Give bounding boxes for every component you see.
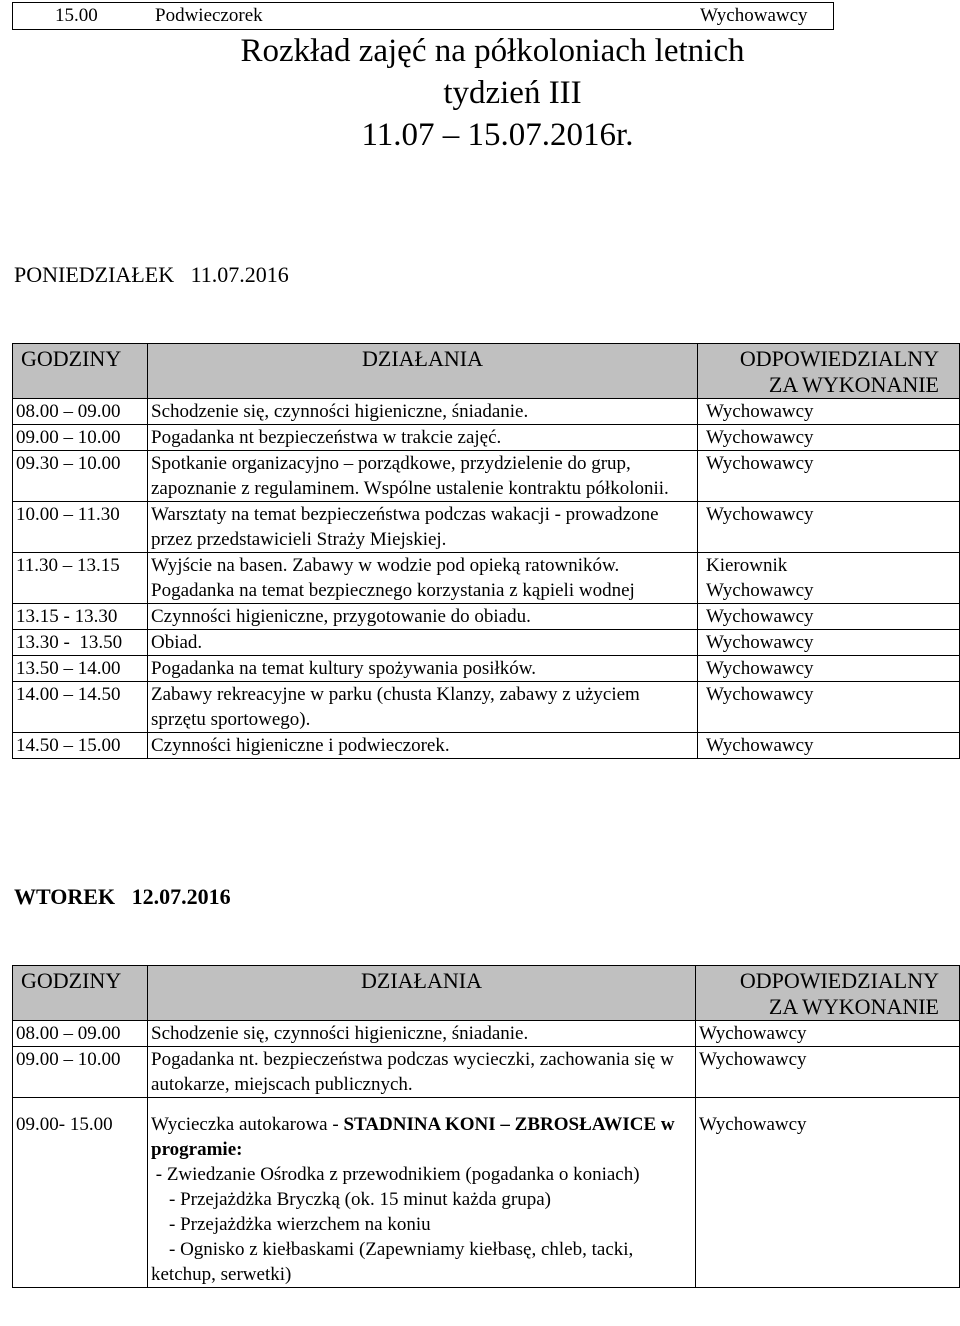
row-time: 10.00 – 11.30 [13, 502, 148, 553]
header-activity: DZIAŁANIA [148, 344, 698, 399]
table-row [13, 425, 960, 451]
row-activity: Czynności higieniczne i podwieczorek. [148, 733, 698, 759]
row-time: 13.15 - 13.30 [13, 604, 148, 630]
table-header-row [13, 966, 960, 1021]
document-title [0, 30, 960, 156]
table-row [13, 451, 960, 502]
row-time: 09.30 – 10.00 [13, 451, 148, 502]
responsible-kierownik: Kierownik [706, 555, 788, 576]
row-time: 14.50 – 15.00 [13, 733, 148, 759]
row-time: 09.00 – 10.00 [13, 1047, 148, 1098]
table-row [13, 656, 960, 682]
row-responsible: Wychowawcy [698, 656, 960, 682]
table-row [13, 553, 960, 604]
row-time: 09.00- 15.00 [13, 1098, 148, 1288]
tuesday-heading: WTOREK 12.07.2016 [14, 884, 231, 909]
row-activity: Pogadanka nt bezpieczeństwa w trakcie zajęć. [148, 425, 698, 451]
row-activity: Pogadanka nt. bezpieczeństwa podczas wycieczki, zachowania się w autokarze, miejscach publicznych. [148, 1047, 696, 1098]
row-time: 09.00 – 10.00 [13, 425, 148, 451]
row-time: 08.00 – 09.00 [13, 1021, 148, 1047]
previous-page-row [12, 2, 834, 30]
header-activity: DZIAŁANIA [148, 966, 696, 1021]
row-responsible: Wychowawcy [698, 399, 960, 425]
row-time: 13.30 - 13.50 [13, 630, 148, 656]
trip-destination: STADNINA KONI – ZBROSŁAWICE w programie: [151, 1114, 675, 1160]
row-responsible: Wychowawcy [696, 1098, 960, 1288]
monday-heading: PONIEDZIAŁEK 11.07.2016 [14, 262, 289, 287]
row-responsible: Wychowawcy [698, 451, 960, 502]
header-responsible-line2: ZA WYKONANIE [768, 372, 939, 397]
row-activity: Podwieczorek [155, 5, 263, 26]
table-row [13, 733, 960, 759]
row-activity: Pogadanka na temat kultury spożywania posiłków. [148, 656, 698, 682]
row-time: 15.00 [55, 5, 98, 26]
tuesday-schedule-table [12, 965, 960, 1288]
header-responsible-line1: ODPOWIEDZIALNY [739, 346, 939, 371]
title-line-3: 11.07 – 15.07.2016r. [361, 117, 634, 153]
table-row [13, 1098, 960, 1288]
row-activity: Obiad. [148, 630, 698, 656]
row-activity: Czynności higieniczne, przygotowanie do obiadu. [148, 604, 698, 630]
table-row [13, 1047, 960, 1098]
row-responsible: Wychowawcy [696, 1021, 960, 1047]
header-responsible [698, 344, 960, 399]
row-responsible: Wychowawcy [698, 425, 960, 451]
row-activity: Zabawy rekreacyjne w parku (chusta Klanzy, zabawy z użyciem sprzętu sportowego). [148, 682, 698, 733]
program-item: - Przejażdżka wierzchem na koniu [169, 1214, 431, 1235]
title-line-2: tydzień III [443, 75, 582, 111]
program-item: - Przejażdżka Bryczką (ok. 15 minut każda grupa) [169, 1189, 551, 1210]
row-time: 14.00 – 14.50 [13, 682, 148, 733]
trip-description: Wycieczka autokarowa - [151, 1114, 344, 1135]
row-responsible: Wychowawcy [698, 630, 960, 656]
row-activity: Wyjście na basen. Zabawy w wodzie pod opieką ratowników. Pogadanka na temat bezpiecznego korzystania z kąpieli wodnej [148, 553, 698, 604]
row-time: 08.00 – 09.00 [13, 399, 148, 425]
table-row [13, 630, 960, 656]
row-responsible: Wychowawcy [698, 502, 960, 553]
table-row [13, 604, 960, 630]
title-line-1: Rozkład zajęć na półkoloniach letnich [240, 33, 745, 69]
row-activity: Schodzenie się, czynności higieniczne, śniadanie. [148, 399, 698, 425]
table-row [13, 502, 960, 553]
table-header-row [13, 344, 960, 399]
row-time: 13.50 – 14.00 [13, 656, 148, 682]
header-responsible-line2: ZA WYKONANIE [768, 994, 939, 1019]
row-responsible: Wychowawcy [698, 733, 960, 759]
program-item: - Zwiedzanie Ośrodka z przewodnikiem (pogadanka o koniach) [151, 1164, 640, 1185]
header-time: GODZINY [13, 344, 148, 399]
header-responsible [696, 966, 960, 1021]
row-activity: Spotkanie organizacyjno – porządkowe, przydzielenie do grup, zapoznanie z regulaminem. Wspólne ustalenie kontraktu półkolonii. [148, 451, 698, 502]
row-responsible: Wychowawcy [696, 1047, 960, 1098]
header-responsible-line1: ODPOWIEDZIALNY [739, 968, 939, 993]
table-row [13, 1021, 960, 1047]
row-activity: Schodzenie się, czynności higieniczne, śniadanie. [148, 1021, 696, 1047]
responsible-wychowawcy: Wychowawcy [706, 580, 814, 601]
row-activity [148, 1098, 696, 1288]
table-row [13, 399, 960, 425]
row-activity: Warsztaty na temat bezpieczeństwa podczas wakacji - prowadzone przez przedstawicieli Straży Miejskiej. [148, 502, 698, 553]
monday-schedule-table [12, 343, 960, 759]
row-responsible: Wychowawcy [700, 5, 808, 26]
row-responsible: Wychowawcy [698, 604, 960, 630]
table-row [13, 682, 960, 733]
row-responsible: Wychowawcy [698, 682, 960, 733]
row-time: 11.30 – 13.15 [13, 553, 148, 604]
program-item: - Ognisko z kiełbaskami (Zapewniamy kiełbasę, chleb, tacki, ketchup, serwetki) [151, 1239, 634, 1285]
row-responsible [698, 553, 960, 604]
header-time: GODZINY [13, 966, 148, 1021]
